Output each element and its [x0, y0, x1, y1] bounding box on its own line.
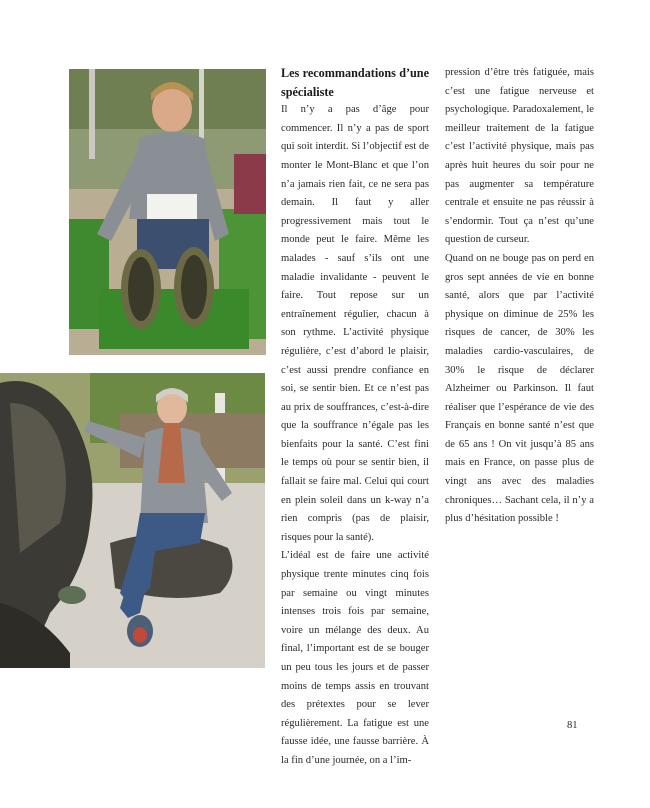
- paragraph: Il n’y a pas d’âge pour commencer. Il n’y a pas de sport qui soit interdit. Si l’objectif est de monter le Mont-Blanc et que l’on n’a jamais rien fait, ce ne sera pas demain. Il faut y aller progressivement mais tout le monde peut le faire. Même les malades - sauf s’ils ont une maladie invalidante - peuvent le faire. Tout repose sur un entraînement régulier, chacun à son rythme. L’activité physique régulière, c’est d’abord le plaisir, c’est aussi prendre confiance en soi, se sentir bien. Et ce n’est pas au prix de souffrances, c’est-à-dire que la souffrance n’égale pas les bienfaits pour la santé. C’est fini le temps où pour se sentir bien, il fallait se faire mal. Celui qui court en plein soleil dans un k-way n’a rien compris (pas de plaisir, risques pour la santé).: [281, 104, 429, 543]
- paragraph: pression d’être très fatiguée, mais c’est une fatigue nerveuse et psychologique. Paradoxalement, le meilleur traitement de la fatigue c’est l’activité physique, mais pas après huit heures du soir pour ne pas augmenter sa température centrale et ensuite ne pas réussir à s’endormir. Tout ça n’est qu’une question de curseur.: [445, 67, 594, 246]
- section-heading: Les recommandations d’une spécialiste: [281, 66, 429, 99]
- photo-woman-stretching: [69, 69, 266, 355]
- page-number: 81: [567, 720, 578, 731]
- photo-woman-on-sculpture: [0, 373, 265, 668]
- paragraph: L’idéal est de faire une activité physique trente minutes cinq fois par semaine ou vingt minutes intenses trois fois par semaine, voire un mélange des deux. Au final, l’important est de se bouger un peu tous les jours et de passer moins de temps assis en trouvant des prétextes pour se lever régulièrement. La fatigue est une fausse idée, une fausse barrière. À la fin d’une journée, on a l’im-: [281, 550, 429, 766]
- text-column-right: [445, 64, 594, 529]
- text-column-middle: [281, 64, 429, 771]
- paragraph: Quand on ne bouge pas on perd en gros sept années de vie en bonne santé, alors que par l’activité physique on diminue de 25% les risques de cancer, de 30% les maladies cardio-vasculaires, de 30% le risque de déclarer Alzheimer ou Parkinson. Il faut réaliser que l’espérance de vie des Français en bonne santé n’est que de 65 ans ! On vit jusqu’à 85 ans mais en France, on passe plus de vingt ans avec des maladies chroniques… Sachant cela, il n’y a plus d’hésitation possible !: [445, 252, 594, 525]
